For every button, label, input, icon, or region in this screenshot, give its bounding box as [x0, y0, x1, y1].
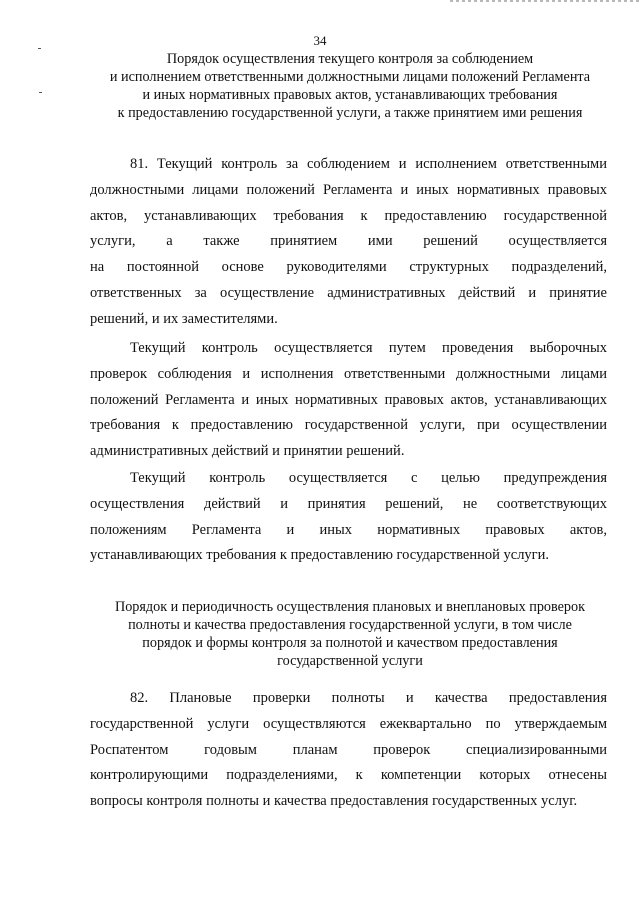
heading-line: Порядок осуществления текущего контроля за соблюдением: [166, 51, 534, 67]
paragraph-82: [90, 686, 607, 815]
text-line: 81. Текущий контроль за соблюдением и исполнением ответственными: [130, 156, 607, 172]
text-line: положений Регламента и иных нормативных правовых актов, устанавливающих: [90, 391, 607, 408]
heading-line: порядок и формы контроля за полнотой и качеством предоставления: [142, 635, 558, 651]
text-line: устанавливающих требования к предоставлению государственной услуги.: [90, 547, 550, 564]
heading-line: и иных нормативных правовых актов, устанавливающих требования: [142, 87, 558, 103]
section-heading-current-control: [90, 50, 610, 122]
heading-line: и исполнением ответственными должностными лицами положений Регламента: [109, 69, 591, 85]
section-heading-planned-inspections: [90, 598, 610, 670]
text-line: положениям Регламента и иных нормативных правовых актов,: [90, 521, 607, 538]
heading-line: полноты и качества предоставления государственной услуги, в том числе: [128, 617, 572, 633]
heading-line: к предоставлению государственной услуги, а также принятием ими решения: [117, 105, 583, 121]
scan-top-edge: [450, 0, 640, 2]
text-line: должностными лицами положений Регламента и иных нормативных правовых: [90, 181, 607, 198]
text-line: Роспатентом годовым планам проверок специализированными: [90, 741, 607, 758]
text-line: контролирующими подразделениями, к компетенции которых отнесены: [90, 767, 607, 784]
text-line: Текущий контроль осуществляется с целью предупреждения: [130, 470, 607, 486]
text-line: актов, устанавливающих требования к предоставлению государственной: [90, 207, 607, 224]
text-line: 82. Плановые проверки полноты и качества предоставления: [130, 690, 607, 706]
paragraph-current-control-purpose: [90, 466, 607, 569]
text-line: Текущий контроль осуществляется путем проведения выборочных: [130, 340, 607, 356]
scan-speck: [39, 92, 42, 93]
text-line: решений, и их заместителями.: [90, 310, 278, 327]
text-line: услуги, а также принятием ими решений осуществляется: [90, 233, 607, 250]
text-line: требования к предоставлению государственной услуги, при осуществлении: [90, 417, 607, 434]
heading-line: государственной услуги: [277, 653, 423, 669]
text-line: ответственных за осуществление административных действий и принятие: [90, 284, 607, 301]
text-line: на постоянной основе руководителями структурных подразделений,: [90, 259, 607, 276]
text-line: государственной услуги осуществляются ежеквартально по утверждаемым: [90, 715, 607, 732]
paragraph-81: [90, 152, 607, 333]
text-line: вопросы контроля полноты и качества предоставления государственных услуг.: [90, 793, 578, 810]
text-line: проверок соблюдения и исполнения ответственными должностными лицами: [90, 365, 607, 382]
heading-line: Порядок и периодичность осуществления плановых и внеплановых проверок: [114, 599, 586, 615]
page-number: 34: [313, 33, 327, 48]
text-line: административных действий и принятии решений.: [90, 443, 405, 460]
paragraph-current-control-method: [90, 336, 607, 465]
text-line: осуществления действий и принятия решений, не соответствующих: [90, 495, 607, 512]
